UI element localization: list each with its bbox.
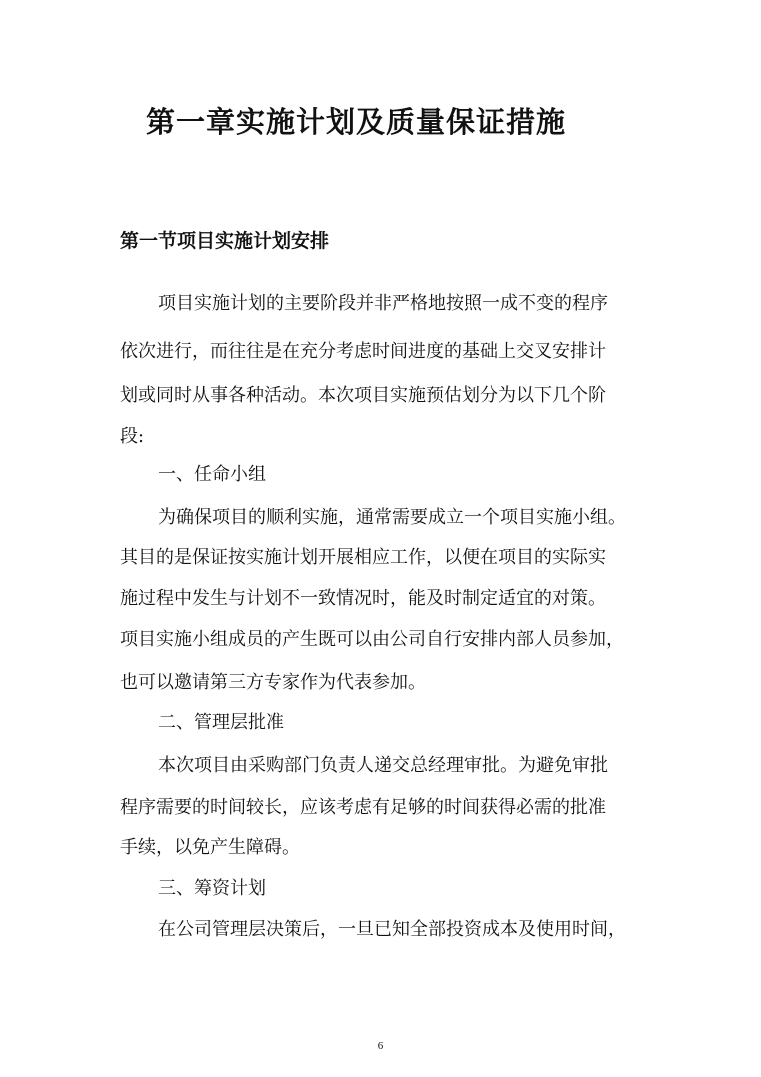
body-line: 段: <box>120 426 145 447</box>
body-line: 施过程中发生与计划不一致情况时，能及时制定适宜的对策。 <box>120 588 606 609</box>
body-line: 划或同时从事各种活动。本次项目实施预估划分为以下几个阶 <box>120 385 606 406</box>
body-line: 手续，以免产生障碍。 <box>120 837 300 858</box>
body-line: 项目实施计划的主要阶段并非严格地按照一成不变的程序 <box>158 293 608 314</box>
body-line: 本次项目由采购部门负责人递交总经理审批。为避免审批 <box>158 755 608 776</box>
section-title: 第一节项目实施计划安排 <box>120 230 330 252</box>
chapter-title: 第一章实施计划及质量保证措施 <box>146 105 567 139</box>
body-line: 为确保项目的顺利实施，通常需要成立一个项目实施小组。 <box>158 507 626 528</box>
body-line: 在公司管理层决策后，一旦已知全部投资成本及使用时间， <box>158 919 626 940</box>
body-line: 项目实施小组成员的产生既可以由公司自行安排内部人员参加， <box>120 629 624 650</box>
body-line: 程序需要的时间较长，应该考虑有足够的时间获得必需的批准 <box>120 797 606 818</box>
page-number: 6 <box>377 1040 384 1052</box>
list-heading: 一、任命小组 <box>158 464 266 485</box>
body-line: 也可以邀请第三方专家作为代表参加。 <box>120 672 426 693</box>
body-line: 依次进行，而往往是在充分考虑时间进度的基础上交叉安排计 <box>120 341 606 362</box>
list-heading: 二、管理层批准 <box>158 712 284 733</box>
body-line: 其目的是保证按实施计划开展相应工作，以便在项目的实际实 <box>120 547 606 568</box>
list-heading: 三、筹资计划 <box>158 878 266 899</box>
